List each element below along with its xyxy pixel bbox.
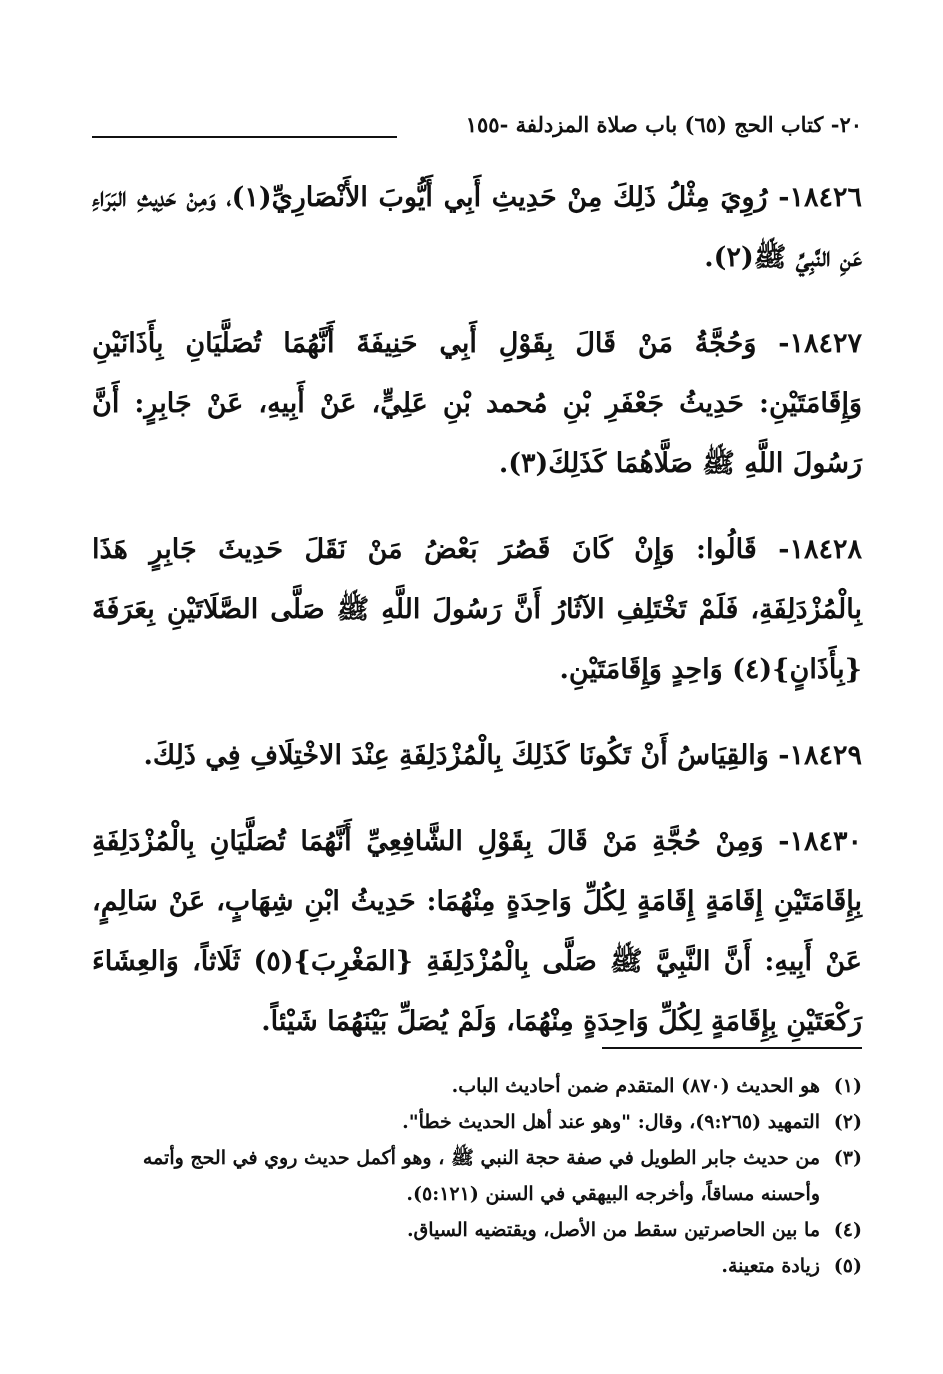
header-rule — [92, 136, 397, 138]
footnote-rule — [602, 1047, 862, 1049]
paragraph-number: ١٨٤٢٧- — [778, 328, 863, 359]
page-header — [92, 112, 862, 146]
paragraph — [92, 168, 862, 288]
paragraph-number: ١٨٤٣٠- — [778, 826, 862, 857]
footnote — [92, 1248, 862, 1284]
paragraph-number: ١٨٤٢٦- — [778, 182, 862, 213]
paragraph-text: وَالقِيَاسُ أَنْ تَكُونَا كَذَلِكَ بِالْمُزْدَلِفَةِ عِنْدَ الاخْتِلَافِ فِي ذَلِكَ. — [143, 740, 769, 771]
running-title: ٢٠- كتاب الحج (٦٥) باب صلاة المزدلفة -١٥٥ — [465, 112, 862, 137]
footnotes — [92, 1068, 862, 1284]
footnote — [92, 1212, 862, 1248]
main-text — [92, 168, 862, 1078]
footnote — [92, 1104, 862, 1140]
footnote — [92, 1068, 862, 1104]
footnote-mark: (٥) — [833, 1255, 862, 1277]
footnote-text: التمهيد (٩:٢٦٥)، وقال: "وهو عند أهل الحديث خطأ". — [402, 1111, 820, 1133]
paragraph — [92, 314, 862, 494]
footnote-text: زيادة متعينة. — [721, 1255, 820, 1277]
paragraph-number: ١٨٤٢٩- — [778, 740, 862, 771]
footnote — [92, 1140, 862, 1212]
paragraph-text: رُوِيَ مِثْلُ ذَلِكَ مِنْ حَدِيثِ أَبِي أَيُّوبَ الأَنْصَارِيِّ(١)، وَمِنْ حَدِيثِ البَرَاءِ عَنِ النَّبِيِّ ﷺ(٢). — [92, 182, 862, 273]
footnote-mark: (٤) — [833, 1219, 862, 1241]
footnote-text: ما بين الحاصرتين سقط من الأصل، ويقتضيه السياق. — [406, 1219, 820, 1241]
paragraph-number: ١٨٤٢٨- — [778, 534, 862, 565]
footnote-mark: (٢) — [833, 1111, 862, 1133]
footnote-text: هو الحديث (٨٧٠) المتقدم ضمن أحاديث الباب. — [451, 1075, 820, 1097]
footnote-mark: (٣) — [833, 1147, 862, 1169]
footnote-mark: (١) — [833, 1075, 862, 1097]
paragraph-text: قَالُوا: وَإِنْ كَانَ قَصُرَ بَعْضُ مَنْ نَقَلَ حَدِيثَ جَابِرٍ هَذَا بِالْمُزْدَلِفَةِ، فَلَمْ تَخْتَلِفِ الآثَارُ أَنَّ رَسُولَ اللَّهِ ﷺ صَلَّى الصَّلَاتَيْنِ بِعَرَفَةَ {بِأَذَانٍ}(٤) وَاحِدٍ وَإِقَامَتَيْنِ. — [92, 534, 862, 685]
footnote-text: من حديث جابر الطويل في صفة حجة النبي ﷺ ، وهو أكمل حديث روي في الحج وأتمه وأحسنه مساقاً، وأخرجه البيهقي في السنن (٥:١٢١). — [142, 1147, 820, 1205]
paragraph — [92, 812, 862, 1052]
paragraph — [92, 520, 862, 700]
paragraph-text: وَحُجَّةُ مَنْ قَالَ بِقَوْلِ أَبِي حَنِيفَةَ أَنَّهُمَا تُصَلَّيَانِ بِأَذَانَيْنِ وَإِقَامَتَيْنِ: حَدِيثُ جَعْفَرِ بْنِ مُحمد بْنِ عَلِيٍّ، عَنْ أَبِيهِ، عَنْ جَابِرٍ: أَنَّ رَسُولَ اللَّهِ ﷺ صَلَّاهُمَا كَذَلِكَ(٣). — [92, 328, 862, 479]
paragraph-text: وَمِنْ حُجَّةِ مَنْ قَالَ بِقَوْلِ الشَّافِعِيِّ أَنَّهُمَا تُصَلَّيَانِ بِالْمُزْدَلِفَةِ بِإِقَامَتَيْنِ إِقَامَةٍ إِقَامَةٍ لِكُلِّ وَاحِدَةٍ مِنْهُمَا: حَدِيثُ ابْنِ شِهَابٍ، عَنْ سَالِمٍ، عَنْ أَبِيهِ: أَنَّ النَّبِيَّ ﷺ صَلَّى بِالْمُزْدَلِفَةِ {المَغْرِبَ}(٥) ثَلَاثاً، وَالعِشَاءَ رَكْعَتَيْنِ بِإِقَامَةٍ لِكُلِّ وَاحِدَةٍ مِنْهُمَا، وَلَمْ يُصَلِّ بَيْنَهُمَا شَيْئاً. — [92, 826, 862, 1037]
paragraph — [92, 726, 862, 786]
